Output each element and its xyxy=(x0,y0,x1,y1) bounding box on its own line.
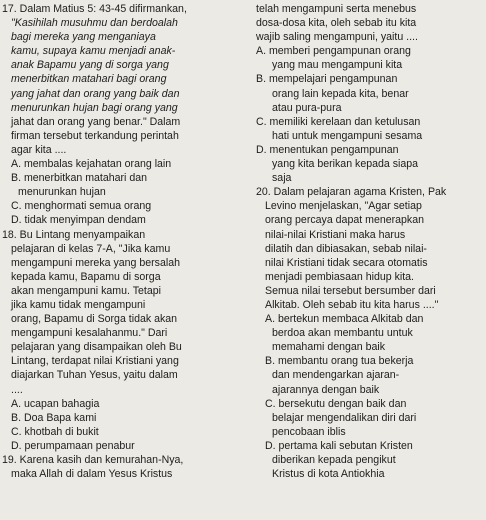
question-17 xyxy=(2,2,238,228)
q20-option-b[interactable]: B. membantu orang tua bekerja xyxy=(265,355,414,368)
q17-option-c[interactable]: C. menghormati semua orang xyxy=(11,200,152,213)
q17-line: yang jahat dan orang yang baik dan xyxy=(11,87,180,100)
right-column xyxy=(256,2,484,481)
q19-cont-line: telah mengampuni serta menebus xyxy=(256,3,417,15)
q18-option-a[interactable]: A. ucapan bahagia xyxy=(11,397,100,410)
q18-option-b[interactable]: B. Doa Bapa kami xyxy=(11,411,97,424)
q17-line: jahat dan orang yang benar." Dalam xyxy=(11,115,181,128)
q20-option-c-cont: belajar mengendalikan diri dari xyxy=(272,411,417,424)
question-18 xyxy=(2,228,238,454)
q20-line: 20. Dalam pelajaran agama Kristen, Pak xyxy=(256,186,447,199)
q19-option-a-cont: yang mau mengampuni kita xyxy=(272,59,403,72)
q19-option-d-cont: yang kita berikan kepada siapa xyxy=(272,158,419,171)
q19-line: maka Allah di dalam Yesus Kristus xyxy=(11,468,173,481)
q18-line: 18. Bu Lintang menyampaikan xyxy=(2,228,146,241)
q18-line: pelajaran di kelas 7-A, "Jika kamu xyxy=(11,242,171,255)
q20-option-a-cont: memahami dengan baik xyxy=(272,341,386,354)
question-19-continuation xyxy=(256,2,484,185)
q20-line: menjadi pembiasaan hidup kita. xyxy=(265,270,414,283)
left-column xyxy=(2,2,238,481)
q20-option-a-cont: berdoa akan membantu untuk xyxy=(272,327,413,340)
q20-option-d[interactable]: D. pertama kali sebutan Kristen xyxy=(265,439,413,452)
q17-line: 17. Dalam Matius 5: 43-45 difirmankan, xyxy=(2,3,187,15)
q20-line: nilai-nilai Kristiani maka harus xyxy=(265,228,406,241)
q20-line: Alkitab. Oleh sebab itu kita harus ...." xyxy=(265,298,439,311)
q20-line: nilai Kristiani tidak secara otomatis xyxy=(265,256,428,269)
q18-line: orang, Bapamu di Sorga tidak akan xyxy=(11,313,178,326)
question-20 xyxy=(256,185,484,481)
q17-line: agar kita .... xyxy=(11,143,67,156)
q17-line: "Kasihilah musuhmu dan berdoalah xyxy=(11,17,178,30)
q18-line: mengampuni mereka yang bersalah xyxy=(11,256,181,269)
q18-line: diajarkan Tuhan Yesus, yaitu dalam xyxy=(11,369,178,382)
q17-line: anak Bapamu yang di sorga yang xyxy=(11,59,169,72)
q18-line: kepada kamu, Bapamu di sorga xyxy=(11,270,161,283)
q19-option-c-cont: hati untuk mengampuni sesama xyxy=(272,129,423,142)
q19-option-d[interactable]: D. menentukan pengampunan xyxy=(256,143,399,156)
q18-option-d[interactable]: D. perumpamaan penabur xyxy=(11,439,135,452)
q17-line: bagi mereka yang menganiaya xyxy=(11,31,156,44)
q20-option-b-cont: dan mendengarkan ajaran- xyxy=(272,369,400,382)
q17-option-a[interactable]: A. membalas kejahatan orang lain xyxy=(11,158,172,171)
q19-cont-line: wajib saling mengampuni, yaitu .... xyxy=(256,31,418,44)
q18-line: .... xyxy=(11,383,23,396)
q19-option-c[interactable]: C. memiliki kerelaan dan ketulusan xyxy=(256,115,421,128)
q19-line: 19. Karena kasih dan kemurahan-Nya, xyxy=(2,454,184,466)
q20-line: orang percaya dapat menerapkan xyxy=(265,214,425,227)
q20-line: dilatih dan dibiasakan, sebab nilai- xyxy=(265,242,427,255)
q19-option-b-cont: atau pura-pura xyxy=(272,101,342,114)
q20-option-b-cont: ajarannya dengan baik xyxy=(272,383,380,396)
q20-line: Semua nilai tersebut bersumber dari xyxy=(265,284,436,297)
q18-line: akan mengampuni kamu. Tetapi xyxy=(11,284,161,297)
q17-line: menerbitkan matahari bagi orang xyxy=(11,73,167,86)
q18-line: Lintang, terdapat nilai Kristiani yang xyxy=(11,355,179,368)
q19-cont-line: dosa-dosa kita, oleh sebab itu kita xyxy=(256,17,417,30)
q20-option-c[interactable]: C. bersekutu dengan baik dan xyxy=(265,397,407,410)
q20-option-d-cont: diberikan kepada pengikut xyxy=(272,454,396,466)
q17-line: menurunkan hujan bagi orang yang xyxy=(11,101,178,114)
q17-option-b[interactable]: B. menerbitkan matahari dan xyxy=(11,172,148,185)
q17-option-b-cont: menurunkan hujan xyxy=(18,186,106,199)
q20-option-c-cont: pencobaan iblis xyxy=(272,425,346,438)
q20-option-d-cont: Kristus di kota Antiokhia xyxy=(272,468,385,481)
q19-option-b[interactable]: B. mempelajari pengampunan xyxy=(256,73,398,86)
q18-line: jika kamu tidak mengampuni xyxy=(11,298,146,311)
q19-option-d-cont: saja xyxy=(272,172,292,185)
q18-line: mengampuni kesalahanmu." Dari xyxy=(11,327,168,340)
q19-option-a[interactable]: A. memberi pengampunan orang xyxy=(256,45,411,58)
q20-line: Levino menjelaskan, "Agar setiap xyxy=(265,200,422,213)
question-19 xyxy=(2,453,238,481)
q18-option-c[interactable]: C. khotbah di bukit xyxy=(11,425,99,438)
q19-option-b-cont: orang lain kepada kita, benar xyxy=(272,87,409,100)
q17-option-d[interactable]: D. tidak menyimpan dendam xyxy=(11,214,146,227)
q20-option-a[interactable]: A. bertekun membaca Alkitab dan xyxy=(265,313,424,326)
q17-line: firman tersebut terkandung perintah xyxy=(11,129,179,142)
q17-line: kamu, supaya kamu menjadi anak- xyxy=(11,45,176,58)
q18-line: pelajaran yang disampaikan oleh Bu xyxy=(11,341,182,354)
